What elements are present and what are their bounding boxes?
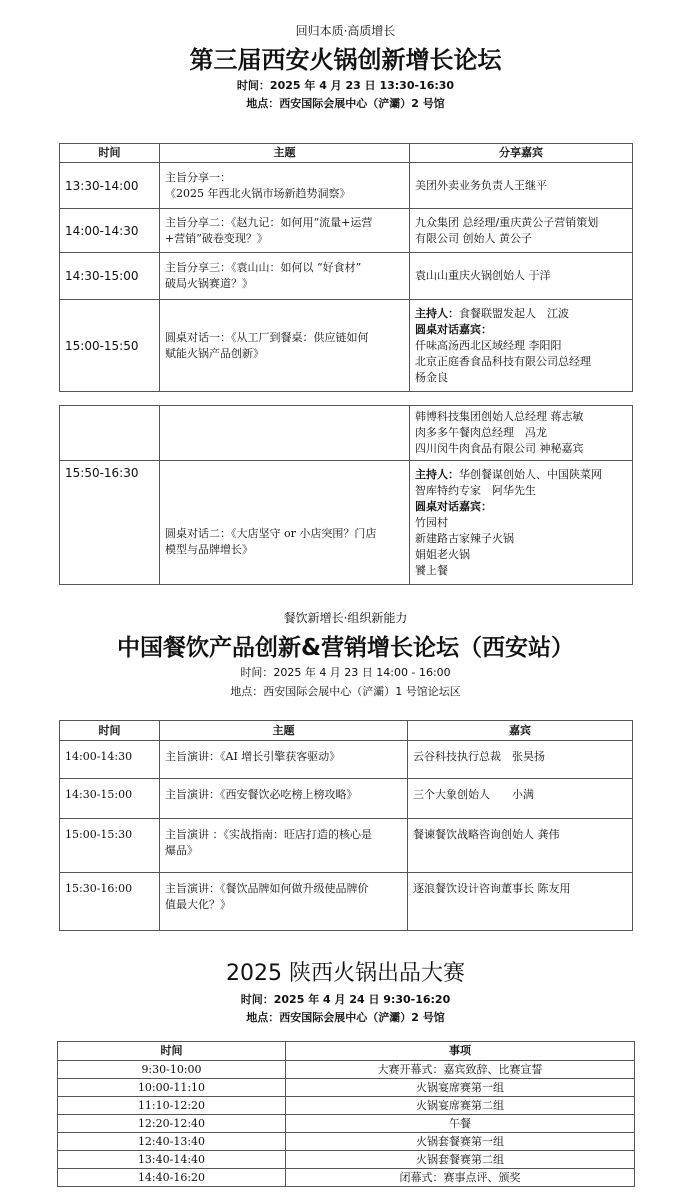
table-row	[60, 873, 633, 931]
row-item: 火锅宴席赛第二组	[286, 1097, 635, 1115]
row-guest: 餐谏餐饮战略咨询创始人 龚伟	[408, 819, 633, 873]
forum1-time: 时间：2025 年 4 月 23 日 13:30-16:30	[236, 79, 455, 92]
header-topic: 主题	[160, 721, 408, 741]
row-time: 14:00-14:30	[60, 741, 160, 779]
row-guest: 美团外卖业务负责人王继平	[410, 163, 633, 209]
table-header-row	[58, 1042, 635, 1061]
row-guest: 主持人：华创餐谋创始人、中国陕菜网 智库特约专家 阿华先生 圆桌对话嘉宾： 竹园村 新建路古家辣子火锅 娟姐老火锅 饕上餐	[410, 461, 633, 585]
row-time: 14:00-14:30	[60, 209, 160, 253]
forum1-place: 地点：西安国际会展中心（浐灞）2 号馆	[246, 97, 445, 110]
table-row	[60, 300, 633, 392]
table-row	[58, 1061, 635, 1079]
row-guest: 主持人：食餐联盟发起人 江波 圆桌对话嘉宾： 仟味高汤西北区域经理 李阳阳 北京正庭香食品科技有限公司总经理 杨金良	[410, 300, 633, 392]
table-row	[60, 461, 633, 585]
row-guest: 韩博科技集团创始人总经理 蒋志敏 肉多多午餐肉总经理 冯龙 四川闵牛肉食品有限公司 神秘嘉宾	[410, 406, 633, 461]
row-item: 火锅套餐赛第一组	[286, 1133, 635, 1151]
row-topic: 主旨演讲：《西安餐饮必吃榜上榜攻略》	[160, 779, 408, 819]
table-row	[58, 1169, 635, 1187]
row-guest: 云谷科技执行总裁 张昊扬	[408, 741, 633, 779]
table-row	[60, 741, 633, 779]
header-time: 时间	[60, 721, 160, 741]
table-row	[60, 406, 633, 461]
contest-table	[57, 1041, 635, 1187]
row-time: 10:00-11:10	[58, 1079, 286, 1097]
row-time: 13:30-14:00	[60, 163, 160, 209]
forum2-table	[59, 720, 633, 931]
table-row	[58, 1097, 635, 1115]
table-row	[58, 1133, 635, 1151]
row-topic: 主旨分享二：《赵九记：如何用“流量+运营 +营销”破卷变现？》	[160, 209, 410, 253]
forum1-title: 第三届西安火锅创新增长论坛	[189, 46, 502, 74]
row-time: 14:30-15:00	[60, 779, 160, 819]
forum1-tagline: 回归本质·高质增长	[295, 24, 396, 38]
forum2-time: 时间：2025 年 4 月 23 日 14:00 - 16:00	[240, 666, 451, 679]
row-time: 12:40-13:40	[58, 1133, 286, 1151]
row-time: 9:30-10:00	[58, 1061, 286, 1079]
row-topic: 圆桌对话二：《大店坚守 or 小店突围？门店 模型与品牌增长》	[160, 461, 410, 585]
row-topic: 主旨分享一： 《2025 年西北火锅市场新趋势洞察》	[160, 163, 410, 209]
forum1-table	[59, 143, 633, 392]
row-time: 14:30-15:00	[60, 253, 160, 300]
contest-title: 2025 陕西火锅出品大赛	[226, 961, 465, 986]
contest-place: 地点：西安国际会展中心（浐灞）2 号馆	[246, 1011, 445, 1024]
row-time: 12:20-12:40	[58, 1115, 286, 1133]
row-time: 14:40-16:20	[58, 1169, 286, 1187]
forum1-table-continued	[59, 405, 633, 585]
empty-cell	[160, 406, 410, 461]
forum2-title: 中国餐饮产品创新&营销增长论坛（西安站）	[116, 635, 575, 661]
forum2-tagline: 餐饮新增长·组织新能力	[283, 611, 408, 625]
table-row	[58, 1079, 635, 1097]
row-item: 大赛开幕式：嘉宾致辞、比赛宣誓	[286, 1061, 635, 1079]
row-topic: 主旨演讲：《餐饮品牌如何做升级使品牌价 值最大化？》	[160, 873, 408, 931]
header-time: 时间	[60, 144, 160, 163]
table-row	[58, 1151, 635, 1169]
row-topic: 圆桌对话一：《从工厂到餐桌：供应链如何 赋能火锅产品创新》	[160, 300, 410, 392]
empty-cell	[60, 406, 160, 461]
table-row	[60, 819, 633, 873]
table-header-row	[60, 721, 633, 741]
row-guest: 逐浪餐饮设计咨询董事长 陈友用	[408, 873, 633, 931]
row-guest: 三个大象创始人 小满	[408, 779, 633, 819]
header-time: 时间	[58, 1042, 286, 1061]
row-item: 闭幕式：赛事点评、颁奖	[286, 1169, 635, 1187]
row-time: 15:30-16:00	[60, 873, 160, 931]
forum2-place: 地点：西安国际会展中心（浐灞）1 号馆论坛区	[230, 685, 461, 698]
row-topic: 主旨演讲：《AI 增长引擎获客驱动》	[160, 741, 408, 779]
header-guest: 嘉宾	[408, 721, 633, 741]
table-row	[60, 253, 633, 300]
row-item: 火锅套餐赛第二组	[286, 1151, 635, 1169]
header-guest: 分享嘉宾	[410, 144, 633, 163]
row-item: 火锅宴席赛第一组	[286, 1079, 635, 1097]
row-time: 15:00-15:50	[60, 300, 160, 392]
header-topic: 主题	[160, 144, 410, 163]
row-time: 15:50-16:30	[60, 461, 160, 585]
table-header-row	[60, 144, 633, 163]
row-time: 15:00-15:30	[60, 819, 160, 873]
row-item: 午餐	[286, 1115, 635, 1133]
table-row	[60, 779, 633, 819]
row-topic: 主旨分享三：《袁山山：如何以 “好食材” 破局火锅赛道？》	[160, 253, 410, 300]
contest-time: 时间：2025 年 4 月 24 日 9:30-16:20	[240, 993, 451, 1006]
row-guest: 袁山山重庆火锅创始人 于洋	[410, 253, 633, 300]
row-guest: 九众集团 总经理/重庆黄公子营销策划 有限公司 创始人 黄公子	[410, 209, 633, 253]
table-row	[60, 209, 633, 253]
table-row	[60, 163, 633, 209]
row-time: 11:10-12:20	[58, 1097, 286, 1115]
row-time: 13:40-14:40	[58, 1151, 286, 1169]
row-topic: 主旨演讲 ：《实战指南：旺店打造的核心是 爆品》	[160, 819, 408, 873]
table-row	[58, 1115, 635, 1133]
header-item: 事项	[286, 1042, 635, 1061]
